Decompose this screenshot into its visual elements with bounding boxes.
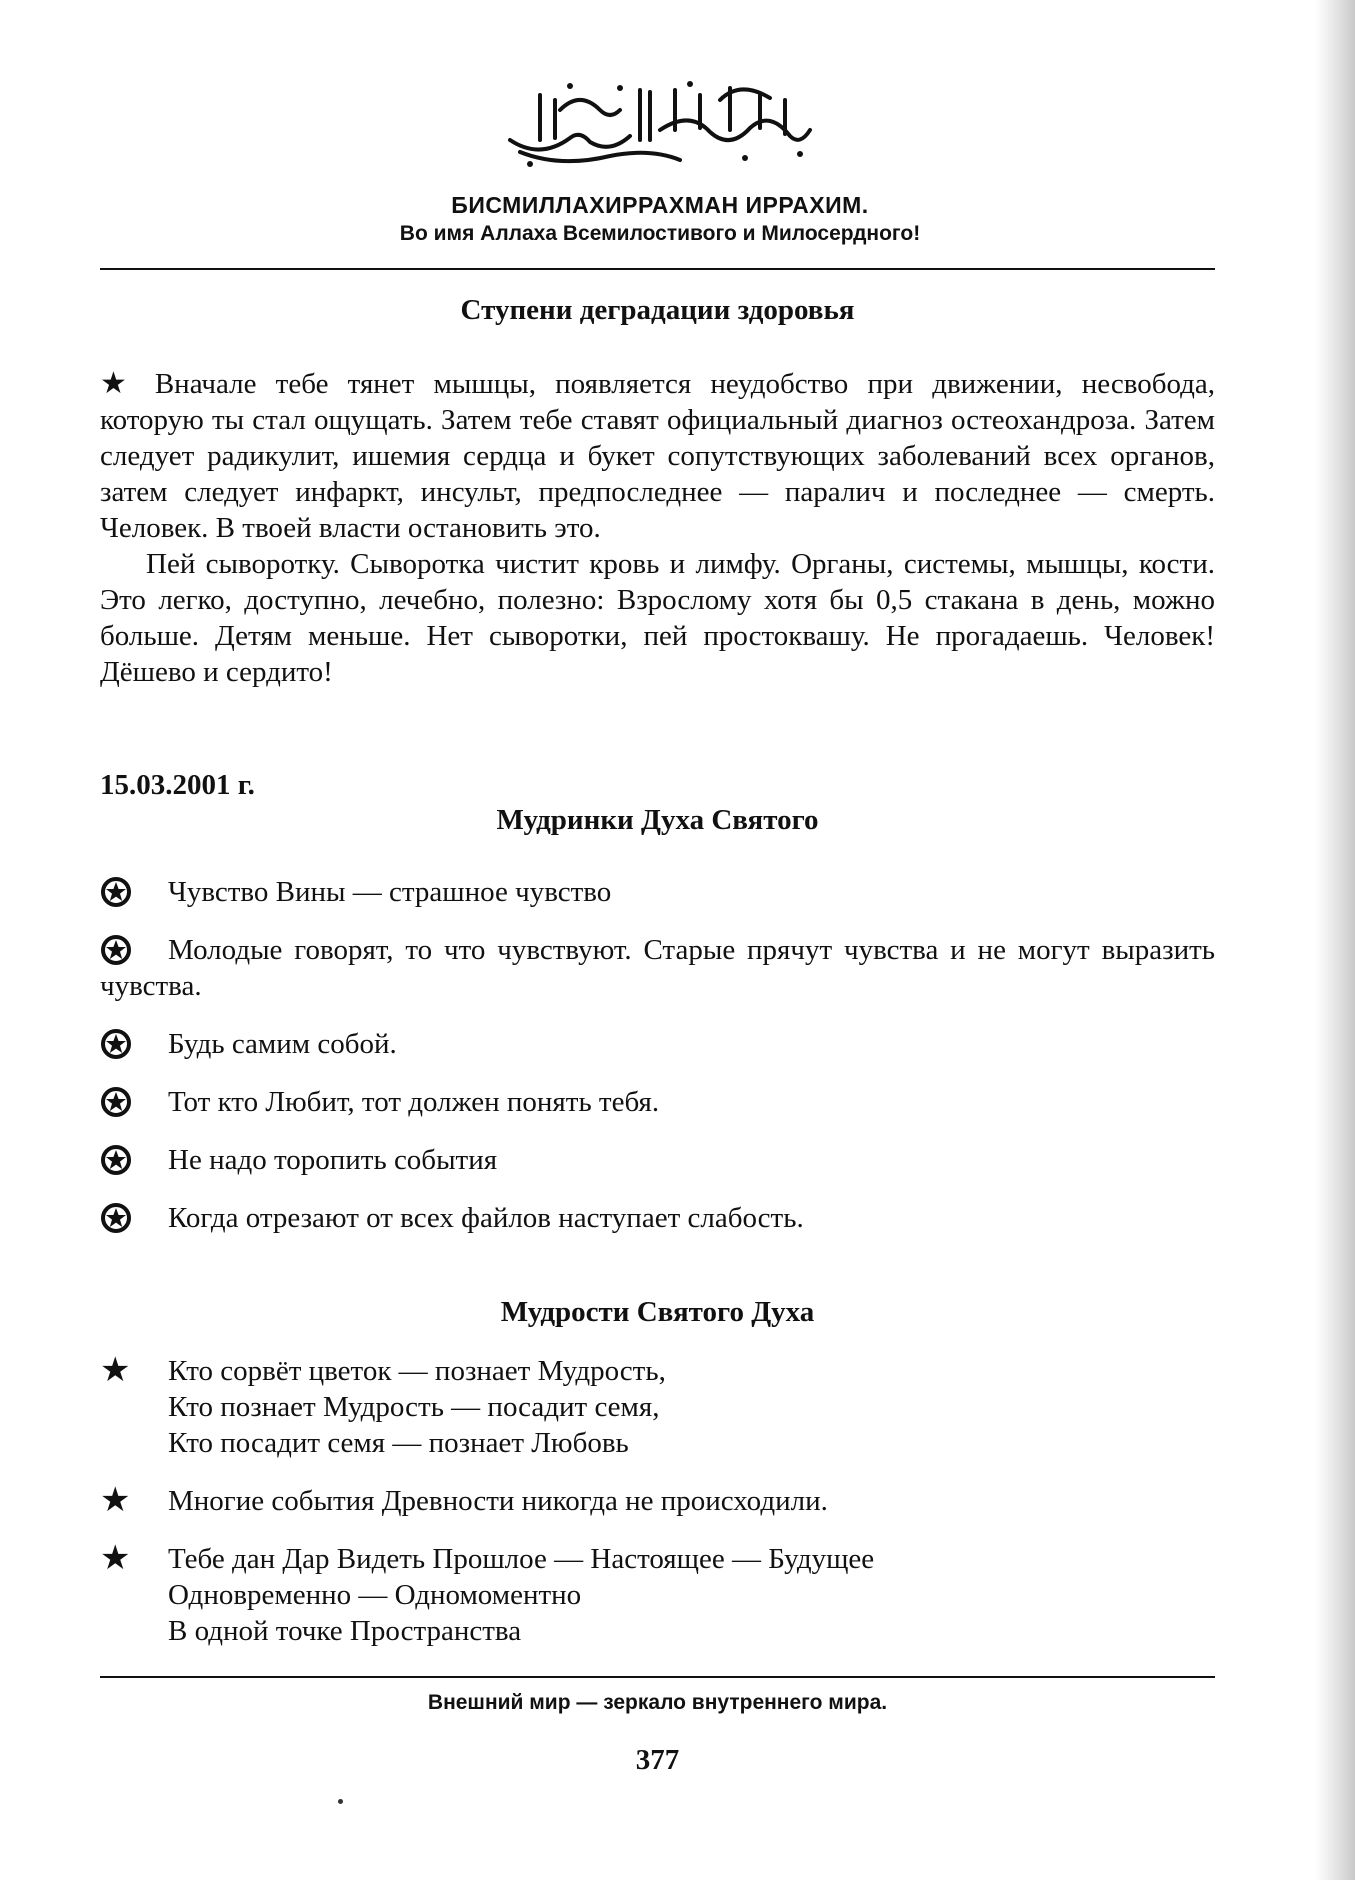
section-title-mudrinki: Мудринки Духа Святого [496, 804, 819, 836]
bismillah-title: БИСМИЛЛАХИРРАХМАН ИРРАХИМ. [451, 192, 869, 218]
star-icon: ★ [100, 1540, 131, 1577]
list-item [100, 1084, 1215, 1120]
verse-line: В одной точке Пространства [168, 1615, 522, 1647]
paragraph-2: Пей сыворотку. Сыворотка чистит кровь и лимфу. Органы, системы, мышцы, кости. Это легко, доступно, лечебно, полезно: Взрослому хотя бы 0,5 стакана в день, можно больше. Детям меньше. Нет сыворотки, пей простоквашу. Не прогадаешь. Человек! Дёшево и сердито! [100, 548, 1215, 688]
list-item [100, 1541, 1215, 1649]
circle-star-icon [100, 874, 168, 910]
list-item [100, 1026, 1215, 1062]
list-item [100, 1142, 1215, 1178]
entry-date: 15.03.2001 г. [100, 769, 255, 801]
section-mudrinki [100, 802, 1215, 838]
verse-line: Одновременно — Одномоментно [168, 1579, 582, 1611]
section-mudrosti [100, 1294, 1215, 1330]
book-spine-shadow [1315, 0, 1355, 1880]
section-health-body [100, 366, 1215, 690]
star-icon: ★ [100, 1482, 131, 1519]
list-item-text: Молодые говорят, то что чувствуют. Старые прячут чувства и не могут выразить чувства. [100, 934, 1215, 1002]
mudrinki-list [100, 874, 1215, 1236]
bismillah-subtitle: Во имя Аллаха Всемилостивого и Милосердного! [399, 222, 921, 245]
circle-star-icon [100, 1200, 168, 1236]
list-item [100, 874, 1215, 910]
calligraphy-image [500, 70, 820, 170]
section-health [100, 292, 1215, 328]
list-item-text: Будь самим собой. [168, 1028, 397, 1060]
page-number: 377 [635, 1744, 680, 1776]
list-item-text: Когда отрезают от всех файлов наступает слабость. [168, 1202, 804, 1234]
paragraph-1-text: Вначале тебе тянет мышцы, появляется неудобство при движении, несвобода, которую ты стал ощущать. Затем тебе ставят официальный диагноз остеохандроза. Затем следует радикулит, ишемия сердца и букет сопутствующих заболеваний всех органов, затем следует инфаркт, инсульт, предпоследнее — паралич и последнее — смерть. Человек. В твоей власти остановить это. [100, 368, 1215, 544]
list-item-text: Не надо торопить события [168, 1144, 498, 1176]
footer-motto: Внешний мир — зеркало внутреннего мира. [427, 1691, 888, 1714]
circle-star-icon [100, 1084, 168, 1120]
verse-line: Кто сорвёт цветок — познает Мудрость, [168, 1355, 666, 1387]
paper-speck [338, 1799, 343, 1804]
section-title-mudrosti: Мудрости Святого Духа [500, 1296, 815, 1328]
verse-line: Кто познает Мудрость — посадит семя, [168, 1391, 660, 1423]
star-icon: ★ [100, 1352, 131, 1389]
paragraph-1 [100, 366, 1215, 546]
verse-line: Тебе дан Дар Видеть Прошлое — Настоящее — Будущее [168, 1543, 875, 1575]
list-item-text: Чувство Вины — страшное чувство [168, 876, 612, 908]
list-item [100, 1200, 1215, 1236]
section-title-health: Ступени деградации здоровья [460, 294, 855, 326]
circle-star-icon [100, 1026, 168, 1062]
verse-line: Кто посадит семя — познает Любовь [168, 1427, 629, 1459]
mudrosti-list [100, 1353, 1215, 1649]
list-item-text: Тот кто Любит, тот должен понять тебя. [168, 1086, 660, 1118]
bottom-divider [100, 1676, 1215, 1678]
star-icon: ★ [100, 367, 139, 400]
circle-star-icon [100, 1142, 168, 1178]
top-divider [100, 268, 1215, 270]
bismillah-calligraphy [100, 70, 1220, 170]
date-line [100, 767, 1215, 803]
list-item [100, 1353, 1215, 1461]
list-item [100, 932, 1215, 1004]
list-item [100, 1483, 1215, 1519]
verse-line: Многие события Древности никогда не происходили. [168, 1485, 828, 1517]
